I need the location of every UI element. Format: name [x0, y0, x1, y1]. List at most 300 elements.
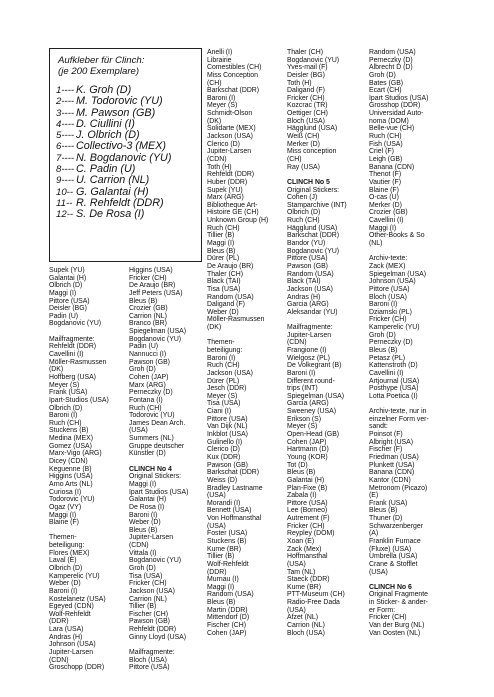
column-line: Rehfeldt (DDR): [49, 343, 97, 351]
column-line: Flores (MEX): [49, 549, 90, 557]
column-line: Plan-Fixe (B): [287, 484, 328, 492]
column-line: Jackson (USA): [207, 369, 253, 377]
column-line: Ruch (CH): [49, 419, 82, 427]
column-line: Kozcrac (TR): [287, 102, 328, 110]
column-line: Olbrich (D): [49, 282, 83, 290]
column-line: Fricker (CH): [287, 94, 325, 102]
column-line: Unknown Group (H): [207, 217, 269, 225]
column-line: Original Fragmente: [369, 591, 428, 599]
column-line: Groh (D): [369, 331, 396, 339]
column-line: Barkschat (DDR): [287, 232, 340, 240]
column-line: Pittore (USA): [287, 255, 328, 263]
column-line: Comestibles (CH): [207, 64, 262, 72]
column-line: Murnau (I): [207, 576, 239, 584]
spacer-line: [287, 171, 347, 179]
column-line: Olbrich (D): [287, 209, 321, 217]
column-line: Pawson (GB): [129, 358, 170, 366]
column-line: Clerico (D): [207, 446, 240, 454]
column-line: Banana (CDN): [369, 163, 415, 171]
sticker-artist-name: N. Bogdanovic (YU): [76, 151, 172, 164]
column-line: Bogdanovic (YU): [49, 320, 102, 328]
column-line: Petasz (PL): [369, 354, 405, 362]
stickers-list: [56, 85, 199, 221]
stickers-box-title: [58, 55, 144, 78]
column-line: Olbrich (D): [49, 564, 83, 572]
column-line: PTT-Museum (CH): [287, 591, 345, 599]
sticker-artist-name: D. Ciullini (I): [76, 117, 135, 130]
column-line: Different round-: [287, 377, 335, 385]
column-line: Garcia (ARG): [287, 400, 329, 408]
column-line: Frangione (I): [287, 346, 327, 354]
column-line: Dürer (PL): [207, 377, 240, 385]
column-line: Random (USA): [207, 591, 254, 599]
column-line: Deisler (BG): [49, 305, 87, 313]
column-line: (CH): [207, 79, 222, 87]
sticker-number: 6----: [56, 141, 75, 153]
sticker-artist-name: Collectivo-3 (MEX): [76, 140, 166, 153]
column-line: Ipart Studios (USA): [369, 94, 429, 102]
column-line: Tillier (B): [207, 553, 235, 561]
column-line: Ruch (CH): [287, 217, 320, 225]
column-line: Pittore (USA): [49, 297, 90, 305]
spacer-line: [369, 576, 429, 584]
sticker-artist-name: S. De Rosa (I): [76, 208, 145, 221]
column-line: Jupiter-Larsen: [49, 649, 94, 657]
column-line: Garcia (ARG): [287, 301, 329, 309]
column-line: Ruch (CH): [129, 404, 162, 412]
column-line: Vittala (I): [129, 549, 157, 557]
column-line: Tam (NL): [287, 568, 316, 576]
column-line: Weber (D): [129, 519, 161, 527]
column-line: Archiv-texte, nur in: [369, 408, 427, 416]
column-line: Zabala (I): [287, 492, 317, 500]
column-line: Miss conception: [287, 148, 337, 156]
column-line: Sweeney (USA): [287, 408, 337, 416]
column-line: Todorovic (YU): [49, 496, 95, 504]
column-line: Galantai (H): [49, 274, 87, 282]
column-line: (CDN): [49, 656, 69, 664]
column-line: Bibliotheque Art-: [207, 201, 258, 209]
column-line: Martin (DDR): [207, 606, 248, 614]
column-line: (NL): [369, 240, 383, 248]
sticker-artist-name: C. Padin (U): [76, 163, 136, 176]
column-line: Mailfragmente:: [49, 335, 95, 343]
sticker-number: 12--: [56, 209, 74, 221]
column-line: Weiß (CH): [287, 133, 320, 141]
stickers-title-line: (je 200 Exemplare): [58, 66, 140, 78]
column-line: Fricker (CH): [287, 522, 325, 530]
column-line: Ruch (CH): [369, 133, 402, 141]
column-line: (DDR): [207, 568, 227, 576]
column-line: Black (TAI): [207, 278, 241, 286]
column-line: Dicey (CDN): [49, 458, 88, 466]
column-line: Summers (NL): [129, 435, 174, 443]
column-line: Kux (DDR): [207, 453, 241, 461]
column-line: Franklin Furnace: [369, 538, 421, 545]
column-line: Ray (USA): [287, 163, 320, 171]
column-line: Themen-: [49, 534, 77, 542]
sticker-number: 3----: [56, 107, 75, 119]
column-line: Barkschat (DDR): [207, 469, 260, 477]
sticker-number: 2----: [56, 96, 75, 108]
column-line: Gomez (USA): [49, 442, 92, 450]
column-line: Librairie: [207, 56, 232, 64]
column-line: De Volkegrant (B): [287, 362, 342, 370]
column-line: Mailfragmente:: [287, 324, 333, 332]
column-line: James Dean Arch.: [129, 419, 186, 427]
column-line: (A): [369, 530, 379, 538]
column-line: Pittore (USA): [129, 664, 170, 672]
sticker-artist-name: J. Olbrich (D): [76, 129, 140, 142]
column-line: Bleus (B): [369, 346, 398, 354]
column-line: Bogdanovic (YU): [129, 335, 182, 343]
column-line: Tisa (USA): [207, 285, 241, 293]
column-line: er Form:: [369, 606, 396, 614]
column-line: Ginny Lloyd (USA): [129, 633, 187, 641]
column-line: Morandi (I): [207, 499, 241, 507]
column-line: Stuckens (B): [207, 538, 247, 545]
column-line: Kamperelic (YU): [369, 324, 420, 332]
column-line: Laval (E): [49, 557, 77, 565]
column-line: Bogdanovic (YU): [287, 247, 340, 255]
column-line: Supek (YU): [49, 267, 85, 274]
column-line: Van Oosten (NL): [369, 629, 421, 637]
column-line: Spiegelman (USA): [129, 328, 187, 336]
column-line: Bogdanovic (YU): [129, 557, 182, 565]
column-line: Keguenne (B): [49, 465, 92, 473]
column-line: Künstler (D): [129, 450, 166, 458]
column-line: Hägglund (USA): [287, 125, 338, 133]
column-line: Kantor (CDN): [369, 476, 411, 484]
column-line: Carrion (NL): [287, 622, 325, 630]
spacer-line: [369, 248, 429, 256]
column-line: De Araujo (BR): [129, 282, 176, 290]
column-1: [49, 267, 109, 672]
column-line: Thaler (CH): [287, 49, 323, 56]
column-line: Cavellini (I): [369, 217, 404, 225]
column-line: Dürer (PL): [207, 255, 240, 263]
column-line: Daligand (F): [287, 87, 325, 95]
column-line: Baroni (I): [49, 412, 78, 420]
column-line: Jeff Peters (USA): [129, 289, 183, 297]
column-line: Mittendorf (D): [207, 614, 250, 622]
column-line: Van Dijk (NL): [207, 423, 248, 431]
column-line: Bleus (B): [287, 469, 316, 477]
column-line: Groh (D): [369, 71, 396, 79]
column-line: Pittore (USA): [369, 285, 410, 293]
column-line: Lara (USA): [49, 626, 84, 634]
column-line: Bennett (USA): [207, 507, 252, 515]
column-line: Radio-Free Dada: [287, 599, 340, 607]
column-line: Daligand (F): [207, 301, 245, 309]
column-line: Tot (D): [287, 461, 308, 469]
column-line: Bleus (B): [207, 599, 236, 607]
column-line: Medina (MEX): [49, 435, 94, 443]
column-line: beteiligung:: [207, 346, 243, 354]
column-line: Olbrich (D): [49, 404, 83, 412]
column-line: Wielgosz (PL): [287, 354, 330, 362]
column-line: Posthype (USA): [369, 385, 419, 393]
column-line: Grosshop (DDR): [369, 102, 421, 110]
stickers-title-line: Aufkleber für Clinch:: [58, 55, 145, 66]
column-line: Maggi (I): [207, 583, 235, 591]
column-line: Gulinello (I): [207, 438, 243, 446]
column-line: Random (USA): [369, 49, 416, 56]
sticker-number: 8----: [56, 164, 75, 176]
column-line: Umbrella (USA): [369, 553, 418, 561]
column-line: Plunkett (USA): [369, 461, 415, 469]
column-line: Reypley (DOM): [287, 530, 335, 538]
column-line: Leigh (GB): [369, 155, 403, 163]
spacer-line: [49, 328, 109, 336]
column-line: Bandor (YU): [287, 240, 326, 248]
column-line: Wolf-Rehfeldt: [49, 610, 91, 618]
column-line: Marx-Vigo (ARG): [49, 450, 102, 458]
column-line: Weber (D): [49, 580, 81, 588]
column-line: De Araujo (BR): [207, 262, 254, 270]
column-line: Pawson (GB): [129, 618, 170, 626]
column-line: Padin (U): [129, 343, 159, 351]
column-line: Perneczky (D): [369, 339, 413, 347]
column-line: Maggi (I): [49, 511, 77, 519]
column-line: Themen-: [207, 339, 235, 347]
column-line: Hägglund (USA): [287, 224, 338, 232]
column-line: Tisa (USA): [129, 572, 163, 580]
column-line: Artjournal (USA): [369, 377, 420, 385]
column-line: Crane & Stofflet: [369, 560, 418, 568]
column-line: Fish (USA): [369, 140, 403, 148]
column-line: Fischer (CH): [129, 610, 169, 618]
column-line: Hartmann (D): [287, 446, 329, 454]
column-line: Higgins (USA): [129, 267, 173, 274]
column-line: Bloch (USA): [129, 656, 167, 664]
column-line: Cavellini (I): [369, 369, 404, 377]
column-line: Ciani (I): [207, 408, 232, 416]
column-line: Cohen (JAP): [207, 629, 247, 637]
column-line: Fricker (CH): [129, 274, 167, 282]
column-4: [287, 49, 347, 637]
column-line: Spiegelman (USA): [287, 392, 345, 400]
sticker-entry: [56, 209, 199, 220]
column-line: Bloch (USA): [287, 629, 325, 637]
sticker-artist-name: R. Rehfeldt (DDR): [76, 196, 164, 209]
sticker-number: 7----: [56, 152, 75, 164]
column-line: Lee (Borneo): [287, 507, 328, 515]
column-line: Kume (BR): [207, 545, 242, 553]
column-line: Bogdanovic (YU): [287, 56, 340, 64]
column-line: Möller-Rasmussen: [207, 316, 265, 324]
column-line: Cohen (J): [287, 194, 318, 202]
column-line: Stuckens (B): [49, 427, 89, 435]
column-line: Pawson (GB): [287, 262, 328, 270]
column-line: Van der Burg (NL): [369, 622, 425, 630]
column-line: beteiligung:: [49, 542, 85, 550]
section-heading: CLINCH No 5: [287, 178, 330, 186]
column-line: Frank (USA): [369, 499, 408, 507]
column-line: Jupiter-Larsen: [129, 534, 174, 542]
column-line: (CH): [287, 155, 302, 163]
column-line: Rehfeldt (DDR): [129, 626, 177, 634]
column-line: Carrion (NL): [129, 595, 167, 603]
column-line: Autrement (F): [287, 515, 330, 523]
column-line: Curiosa (I): [49, 488, 82, 496]
column-line: Blaine (F): [49, 519, 79, 527]
column-line: (DDR): [49, 618, 69, 626]
column-line: Anelli (I): [207, 49, 233, 56]
column-line: Baroni (I): [287, 369, 316, 377]
column-line: Friedman (USA): [369, 453, 419, 461]
column-line: Cavellini (I): [49, 351, 84, 359]
column-line: noma (DOM): [369, 117, 409, 125]
column-line: Meyer (S): [49, 381, 80, 389]
stickers-box: [49, 48, 202, 262]
column-line: Original Stickers:: [287, 186, 340, 194]
column-line: Clerico (D): [207, 140, 240, 148]
spacer-line: [129, 458, 188, 466]
column-line: Johnson (USA): [369, 278, 416, 286]
column-line: Zack (Mex): [287, 545, 322, 553]
column-line: Padin (U): [49, 312, 79, 320]
column-line: Erikson (S): [287, 415, 322, 423]
column-line: Bleus (B): [369, 507, 398, 515]
column-line: Staeck (DDR): [287, 576, 330, 584]
column-line: Barkschat (DDR): [207, 87, 260, 95]
column-line: Tillier (B): [129, 603, 157, 611]
column-line: Merker (D): [287, 140, 320, 148]
column-line: Bleus (B): [129, 297, 158, 305]
column-line: Tillier (B): [207, 232, 235, 240]
column-line: Bates (GB): [369, 79, 404, 87]
column-line: (USA): [207, 492, 226, 500]
column-line: Baroni (I): [369, 301, 398, 309]
column-line: Bleus (B): [129, 526, 158, 534]
column-line: Merker (D): [369, 201, 402, 209]
column-line: Schmidt-Olson: [207, 110, 253, 118]
column-line: (E): [369, 492, 379, 500]
sticker-artist-name: M. Pawson (GB): [76, 106, 156, 119]
column-line: sandt:: [369, 423, 388, 431]
column-line: (USA): [287, 606, 306, 614]
column-line: Toth (H): [207, 163, 232, 171]
column-5: [369, 49, 429, 637]
column-line: Huber (DDR): [207, 178, 248, 186]
column-line: Meyer (S): [287, 423, 318, 431]
column-line: Maggi (I): [207, 240, 235, 248]
column-line: Marx (ARG): [129, 381, 166, 389]
column-line: Gruppe deutscher: [129, 442, 185, 450]
column-line: Ecart (CH): [369, 87, 402, 95]
column-3: [207, 49, 268, 637]
column-line: Aleksandar (YU): [287, 308, 338, 316]
column-line: Black (TAI): [287, 278, 321, 286]
column-line: Yves-mail (F): [287, 64, 328, 72]
column-line: Open-Head (GB): [287, 431, 340, 439]
column-line: O-cas (U): [369, 194, 399, 202]
column-line: Blaine (F): [369, 186, 399, 194]
column-line: Pawson (GB): [207, 461, 248, 469]
column-line: Johnson (USA): [49, 641, 96, 649]
column-line: Kattenstroth (D): [369, 362, 418, 370]
column-line: Crozier (GB): [129, 305, 168, 313]
sticker-number: 4----: [56, 118, 75, 130]
column-line: trips (INT): [287, 385, 318, 393]
column-line: Carrion (NL): [129, 312, 167, 320]
column-line: Fischer (CH): [207, 622, 247, 630]
column-line: Banana (CDN): [369, 469, 415, 477]
column-line: Cohen (JAP): [287, 438, 327, 446]
column-line: Jackson (USA): [287, 285, 333, 293]
column-line: Maggi (I): [129, 480, 157, 488]
section-heading: CLINCH No 4: [129, 465, 172, 473]
column-line: Hoffberg (USA): [49, 373, 96, 381]
column-line: Groschopp (DDR): [49, 664, 105, 672]
column-line: Thuner (D): [369, 515, 403, 523]
column-line: Rehfeldt (DDR): [207, 171, 255, 179]
column-line: (Fluxe) (USA): [369, 545, 412, 553]
column-line: Miss Conception: [207, 71, 258, 79]
column-line: Fricker (CH): [129, 580, 167, 588]
column-line: (USA): [369, 568, 388, 576]
sticker-number: 11--: [56, 197, 73, 209]
column-line: Perneczky (D): [129, 389, 173, 397]
column-line: Other-Books & So: [369, 232, 425, 240]
column-line: Maggi (I): [369, 224, 397, 232]
column-line: Crozier (GB): [369, 209, 408, 217]
column-line: Möller-Rasmussen: [49, 358, 107, 366]
column-line: Jupiter-Larsen: [287, 331, 332, 339]
column-line: Weber (D): [207, 308, 239, 316]
column-line: Oettiger (CH): [287, 110, 328, 118]
column-line: Egeyed (CDN): [49, 603, 94, 611]
column-line: Ogaz (VY): [49, 503, 82, 511]
column-line: Jackson (USA): [207, 133, 253, 141]
column-line: Jackson (USA): [129, 587, 175, 595]
column-line: Original Stickers:: [129, 473, 182, 481]
sticker-number: 5----: [56, 130, 75, 142]
sticker-number: 1----: [56, 85, 75, 96]
column-line: Fricker (CH): [369, 614, 407, 622]
column-line: Young (KOR): [287, 453, 328, 461]
column-line: Frank (USA): [49, 389, 88, 397]
column-line: Ruch (CH): [207, 362, 240, 370]
column-line: Histoire GE (CH): [207, 209, 259, 217]
sticker-number: 9----: [56, 175, 75, 187]
column-line: Bloch (USA): [287, 117, 325, 125]
spacer-line: [287, 316, 347, 324]
column-line: Metronom (Picazo): [369, 484, 428, 492]
spacer-line: [129, 641, 188, 649]
column-line: Arno Arts (NL): [49, 480, 93, 488]
column-line: (CDN): [287, 339, 307, 347]
column-line: Albrecht D (D): [369, 64, 413, 72]
sticker-artist-name: K. Groh (D): [76, 84, 132, 96]
column-line: Jesch (DDR): [207, 385, 247, 393]
column-line: Groh (D): [129, 564, 156, 572]
column-line: Stamparchive (INT): [287, 201, 347, 209]
column-line: (USA): [207, 522, 226, 530]
column-line: Kamperelic (YU): [49, 572, 100, 580]
column-line: Baroni (I): [49, 587, 78, 595]
column-line: Afzet (NL): [287, 614, 319, 622]
column-line: Meyer (S): [207, 392, 238, 400]
column-line: Poinsot (F): [369, 431, 403, 439]
column-line: Ipart-Studios (USA): [49, 396, 109, 404]
column-line: Bleus (B): [207, 247, 236, 255]
column-line: Hoffmansthal: [287, 553, 328, 561]
column-line: Vautier (F): [369, 178, 402, 186]
column-line: Groh (D): [129, 366, 156, 374]
column-line: Todorovic (YU): [129, 412, 175, 420]
